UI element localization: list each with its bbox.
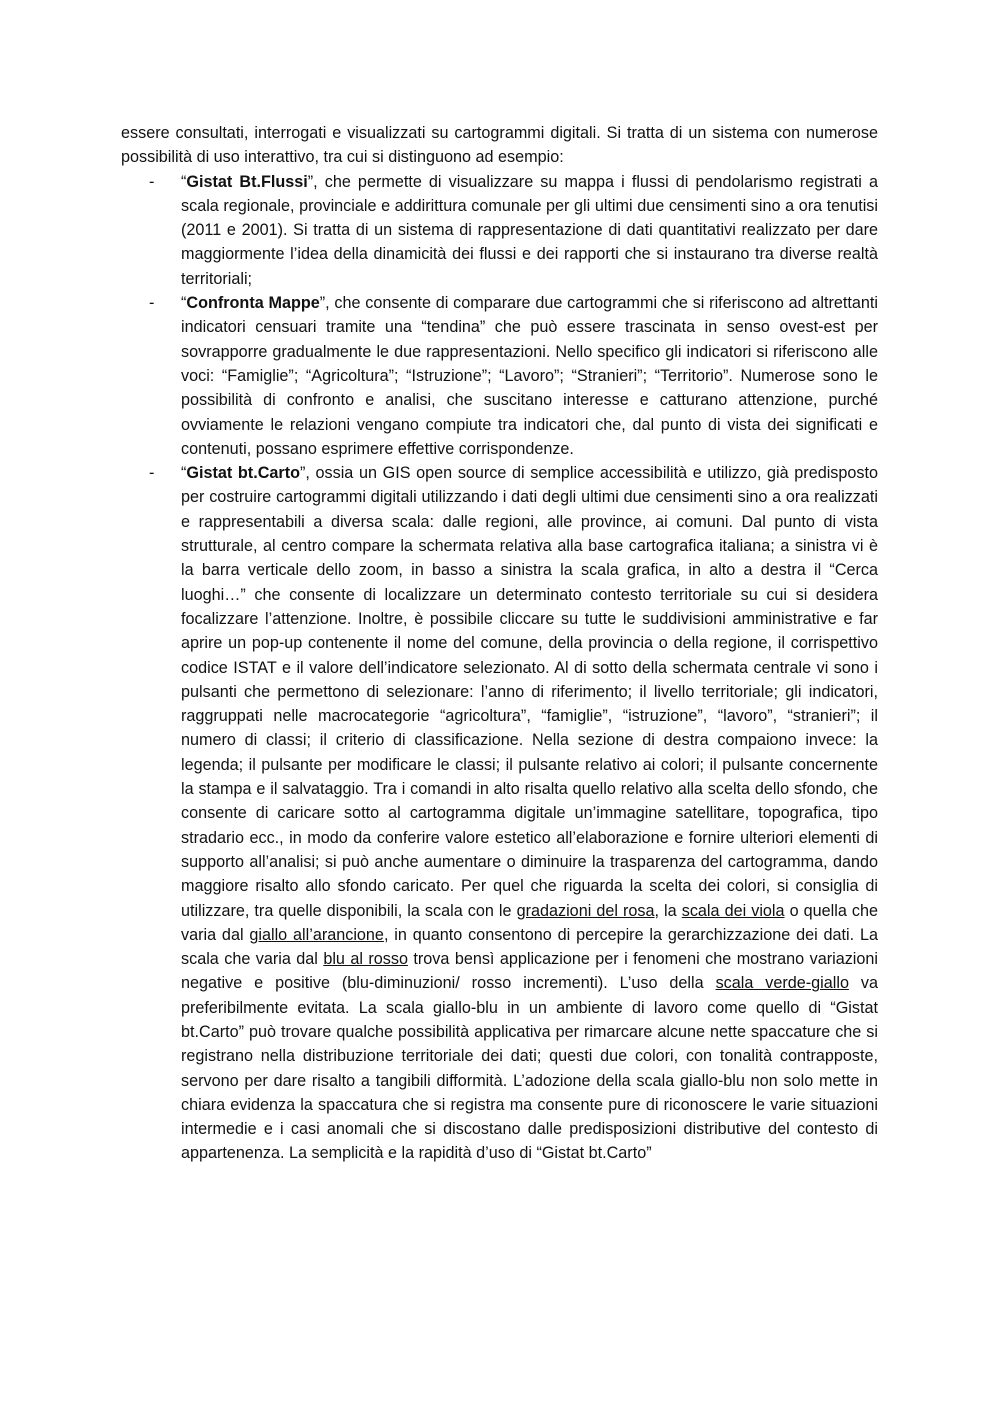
item-text-gistat-carto-f: va preferibilmente evitata. La scala giallo-blu in un ambiente di lavoro come quello di “Gistat bt.Carto” può trovare qualche possibilità applicativa per rimarcare alcune nette spaccature che si registrano nella distribuzione territoriale dei dati; questi due colori, con tonalità contrapposte, servono per dare risalto a tangibili difformità. L’adozione della scala giallo-blu non solo mette in chiara evidenza la spaccatura che si registra ma consente pure di riconoscere le varie situazioni intermedie e i casi anomali che si discostano dalle predisposizioni distributive del contesto di appartenenza. La semplicità e la rapidità d’uso di “Gistat bt.Carto” <box>181 974 878 1163</box>
item-title-gistat-carto: Gistat bt.Carto <box>186 464 300 483</box>
link-gradazioni-del-rosa[interactable]: gradazioni del rosa <box>516 901 655 920</box>
bullet-dash: - <box>149 294 155 313</box>
item-text-gistat-carto-d: , in quanto consentono di percepire la gerarchizzazione dei dati. La scala che varia dal <box>181 925 879 969</box>
link-giallo-arancione[interactable]: giallo all’arancione <box>249 925 384 944</box>
item-text-gistat-carto-c: o quella che varia dal <box>181 901 878 944</box>
link-scala-verde-giallo[interactable]: scala verde-giallo <box>715 974 849 993</box>
open-quote: “ <box>181 294 187 313</box>
item-text-confronta-mappe: ”, che consente di comparare due cartogrammi che si riferiscono ad altrettanti indicatori censuari tramite una “tendina” che può essere trascinata in senso ovest-est per sovrapporre gradualmente le due rappresentazioni. Nello specifico gli indicatori si riferiscono alle voci: “Famiglie”; “Agricoltura”; “Istruzione”; “Lavoro”; “Stranieri”; “Territorio”. Numerose sono le possibilità di confronto e analisi, che suscitano interesse e catturano attenzione, purché ovviamente le relazioni vengano compiute tra indicatori che, dal punto di vista dei significati e contenuti, possano esprimere effettive corrispondenze. <box>181 294 878 458</box>
item-title-gistat-flussi: Gistat Bt.Flussi <box>186 172 308 191</box>
bullet-dash: - <box>149 172 155 191</box>
link-scala-dei-viola[interactable]: scala dei viola <box>681 901 785 920</box>
item-text-gistat-carto-e: trova bensì applicazione per i fenomeni che mostrano variazioni negative e positive (blu-diminuzioni/ rosso incrementi). L’uso della <box>181 950 878 993</box>
tool-list <box>121 170 878 1166</box>
open-quote: “ <box>181 464 187 483</box>
list-item-gistat-flussi <box>121 170 878 291</box>
item-text-gistat-carto-a: ”, ossia un GIS open source di semplice accessibilità e utilizzo, già predisposto per costruire cartogrammi digitali utilizzando i dati degli ultimi due censimenti sino a ora realizzati e rappresentabili a diversa scala: dalle regioni, alle province, ai comuni. Dal punto di vista strutturale, al centro compare la schermata relativa alla base cartografica italiana; a sinistra vi è la barra verticale dello zoom, in basso a sinistra la scala grafica, in alto a destra il “Cerca luoghi…” che consente di localizzare un determinato contesto territoriale su cui si desidera focalizzare l’attenzione. Inoltre, è possibile cliccare su tutte le suddivisioni amministrative e far aprire un pop-up contenente il nome del comune, della provincia o della regione, il corrispettivo codice ISTAT e il valore dell’indicatore selezionato. Al di sotto della schermata centrale vi sono i pulsanti che permettono di selezionare: l’anno di riferimento; il livello territoriale; gli indicatori, raggruppati nelle macrocategorie “agricoltura”, “famiglie”, “istruzione”, “lavoro”, “stranieri”; il numero di classi; il criterio di classificazione. Nella sezione di destra compaiono invece: la legenda; il pulsante per modificare le classi; il pulsante relativo ai colori; il pulsante concernente la stampa e il salvataggio. Tra i comandi in alto risalta quello relativo alla scelta dello sfondo, che consente di caricare sotto al cartogramma digitale un’immagine satellitare, topografica, tipo stradario ecc., in modo da conferire valore estetico all’elaborazione e fornire ulteriori elementi di supporto all’analisi; si può anche aumentare o diminuire la trasparenza del cartogramma, dando maggiore risalto allo sfondo caricato. Per quel che riguarda la scelta dei colori, si consiglia di utilizzare, tra quelle disponibili, la scala con le <box>181 464 878 920</box>
item-text-gistat-carto-b: , la <box>654 901 682 920</box>
item-text-gistat-flussi: ”, che permette di visualizzare su mappa i flussi di pendolarismo registrati a scala regionale, provinciale e addirittura comunale per gli ultimi due censimenti sino a ora tenutisi (2011 e 2001). Si tratta di un sistema di rappresentazione di dati quantitativi realizzato per dare maggiormente l’idea della dinamicità dei flussi e dei rapporti che si instaurano tra diverse realtà territoriali; <box>181 172 878 288</box>
open-quote: “ <box>181 172 187 191</box>
body-text <box>121 121 878 1166</box>
item-title-confronta-mappe: Confronta Mappe <box>186 294 320 313</box>
link-blu-al-rosso[interactable]: blu al rosso <box>323 950 408 969</box>
intro-paragraph: essere consultati, interrogati e visualizzati su cartogrammi digitali. Si tratta di un sistema con numerose possibilità di uso interattivo, tra cui si distinguono ad esempio: <box>121 124 878 167</box>
list-item-confronta-mappe <box>121 291 878 461</box>
list-item-gistat-carto <box>121 461 878 1166</box>
bullet-dash: - <box>149 464 155 483</box>
